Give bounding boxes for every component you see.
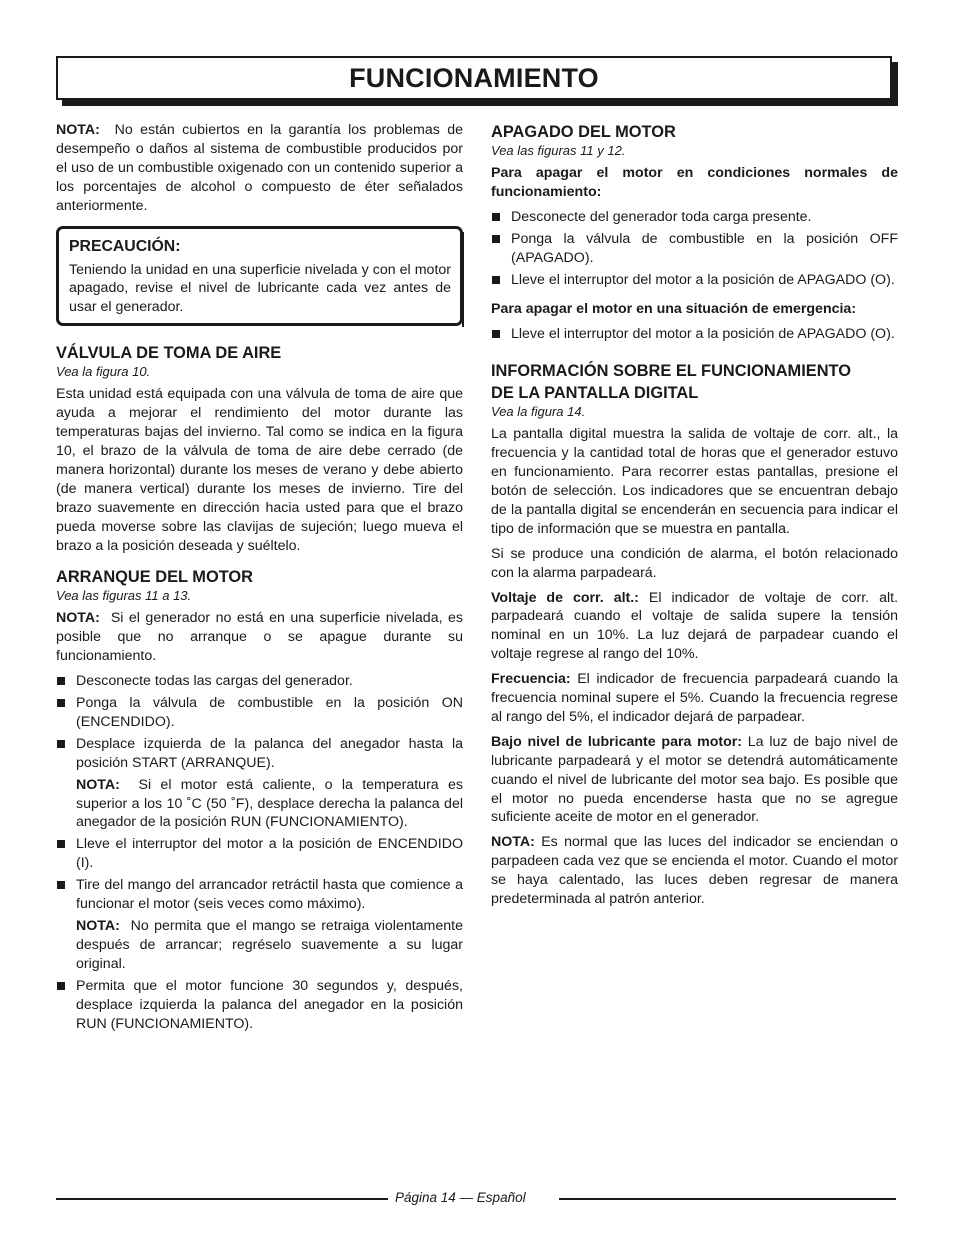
stop-figure-ref: Vea las figuras 11 y 12. — [491, 143, 626, 158]
note-text: Si el motor está caliente, o la temperatura es superior a los 10 ˚C (50 ˚F), desplace derecha la palanca del anegador de la posición RUN (FUNCIONAMIENTO). — [76, 776, 463, 831]
list-item: Ponga la válvula de combustible en la posición OFF (APAGADO). — [491, 230, 898, 268]
start-note — [56, 609, 463, 666]
valve-figure-ref: Vea la figura 10. — [56, 364, 151, 380]
display-intro: La pantalla digital muestra la salida de voltaje de corr. alt., la frecuencia y la cantidad total de horas que el generador estuvo en funcionamiento. Para recorrer estas pantallas, presione el botón de selección. Los indicadores que se encuentran debajo de la pantalla digital se encenderán en secuencia para indicar el tipo de información que se muestra en pantalla. — [491, 426, 898, 537]
bullet-square-icon — [57, 677, 65, 685]
bullet-square-icon — [492, 330, 500, 338]
bullet-square-icon — [492, 235, 500, 243]
bullet-square-icon — [492, 276, 500, 284]
fuel-note — [56, 121, 463, 216]
stop-emergency-intro: Para apagar el motor en una situación de emergencia: — [491, 301, 857, 318]
caution-box — [56, 226, 463, 327]
page-title: FUNCIONAMIENTO — [349, 62, 599, 93]
stop-normal-list — [491, 208, 898, 290]
footer-rule-left — [56, 1198, 388, 1200]
bullet-square-icon — [57, 982, 65, 990]
stop-normal-intro: Para apagar el motor en condiciones normales de funcionamiento: — [491, 165, 898, 200]
note-label: NOTA: — [56, 122, 100, 138]
list-item: Permita que el motor funcione 30 segundos y, después, desplace izquierda la palanca del anegador en la posición RUN (FUNCIONAMIENTO). — [56, 977, 463, 1034]
note-label: NOTA: — [76, 918, 120, 934]
start-figure-ref: Vea las figuras 11 a 13. — [56, 588, 192, 604]
right-column — [491, 121, 898, 915]
list-item: Desconecte todas las cargas del generador. — [56, 672, 463, 691]
hot-engine-note — [76, 776, 463, 833]
bullet-square-icon — [57, 699, 65, 707]
footer-rule-right — [559, 1198, 896, 1200]
display-heading: INFORMACIÓN SOBRE EL FUNCIONAMIENTO DE LA PANTALLA DIGITAL — [491, 362, 851, 403]
left-column — [56, 121, 463, 1039]
list-item: Desplace izquierda de la palanca del anegador hasta la posición START (ARRANQUE). NOTA: Si el motor está caliente, o la temperatura es superior a los 10 ˚C (50 ˚F), desplace derecha la palanca del anegador de la posición RUN (FUNCIONAMIENTO). — [56, 735, 463, 833]
bullet-square-icon — [492, 213, 500, 221]
list-item: Desconecte del generador toda carga presente. — [491, 208, 898, 227]
list-item: Lleve el interruptor del motor a la posición de ENCENDIDO (I). — [56, 835, 463, 873]
valve-text: Esta unidad está equipada con una válvula de toma de aire que ayuda a mejorar el rendimiento del motor durante las temperaturas bajas del invierno. Tal como se indica en la figura 10, el brazo de la válvula de toma de aire debe cerrado (de manera horizontal) durante los meses de verano y debe abierto (de manera vertical) durante los meses de invierno. Tire del brazo suavemente en dirección hacia usted para que el brazo pueda moverse sobre las clavijas de sujeción; luego mueva el brazo a la posición deseada y suéltelo. — [56, 386, 463, 554]
note-text: No están cubiertos en la garantía los problemas de desempeño o daños al sistema de combustible producidos por el uso de un combustible oxigenado con un contenido superior a los porcentajes de alcohol o compuesto de éter señalados anteriormente. — [56, 122, 463, 214]
bullet-square-icon — [57, 740, 65, 748]
stop-emergency-list — [491, 325, 898, 344]
display-note: NOTA: Es normal que las luces del indicador se enciendan o parpadeen cada vez que se encienda el motor. Cuando el motor se haya calentado, las luces deben regresar de manera predeterminada al patrón anterior. — [491, 834, 898, 908]
list-item: Ponga la válvula de combustible en la posición ON (ENCENDIDO). — [56, 694, 463, 732]
note-label: NOTA: — [76, 776, 120, 793]
caution-text: Teniendo la unidad en una superficie nivelada y con el motor apagado, revise el nivel de lubricante cada vez antes de usar el generador. — [69, 261, 451, 316]
caution-title: PRECAUCIÓN: — [69, 237, 181, 255]
stop-heading: APAGADO DEL MOTOR — [491, 123, 676, 141]
page-number: Página 14 — Español — [395, 1190, 526, 1205]
list-item: Lleve el interruptor del motor a la posición de APAGADO (O). — [491, 271, 898, 290]
page-footer — [56, 1189, 896, 1209]
recoil-note — [76, 917, 463, 974]
page-title-banner — [56, 56, 898, 106]
note-text: Si el generador no está en una superficie nivelada, es posible que no arranque o se apague durante su funcionamiento. — [56, 610, 463, 665]
low-oil-info: Bajo nivel de lubricante para motor: La luz de bajo nivel de lubricante parpadeará y el motor se detendrá automáticamente cuando el nivel de lubricante del motor sea bajo. Es posible que el motor no pueda encenderse hasta que no se agregue suficiente aceite de motor en el generador. — [491, 733, 898, 826]
voltage-info: Voltaje de corr. alt.: El indicador de voltaje de corr. alt. parpadeará cuando el voltaje de salida supere la tensión nominal en un 10%. La luz dejará de parpadear cuando el voltaje regrese al rango del 10%. — [491, 589, 899, 663]
note-text: No permita que el mango se retraiga violentamente después de arrancar; regréselo suavemente a su lugar original. — [76, 918, 463, 972]
bullet-square-icon — [57, 881, 65, 889]
start-steps-list — [56, 672, 463, 1033]
note-label: NOTA: — [56, 610, 100, 627]
display-alarm: Si se produce una condición de alarma, el botón relacionado con la alarma parpadeará. — [491, 545, 898, 581]
bullet-square-icon — [57, 840, 65, 848]
list-item: Tire del mango del arrancador retráctil hasta que comience a funcionar el motor (seis veces como máximo). NOTA: No permita que el mango se retraiga violentamente después de arrancar; regréselo suavemente a su lugar original. — [56, 876, 463, 974]
frequency-info: Frecuencia: El indicador de frecuencia parpadeará cuando la frecuencia nominal supere el 5%. Cuando la frecuencia regrese al rango del 5%, el indicador dejará de parpadear. — [491, 671, 898, 725]
start-heading: ARRANQUE DEL MOTOR — [56, 568, 253, 587]
display-figure-ref: Vea la figura 14. — [491, 404, 586, 420]
valve-heading: VÁLVULA DE TOMA DE AIRE — [56, 344, 282, 363]
title-box — [56, 56, 892, 100]
list-item: Lleve el interruptor del motor a la posición de APAGADO (O). — [491, 325, 898, 344]
